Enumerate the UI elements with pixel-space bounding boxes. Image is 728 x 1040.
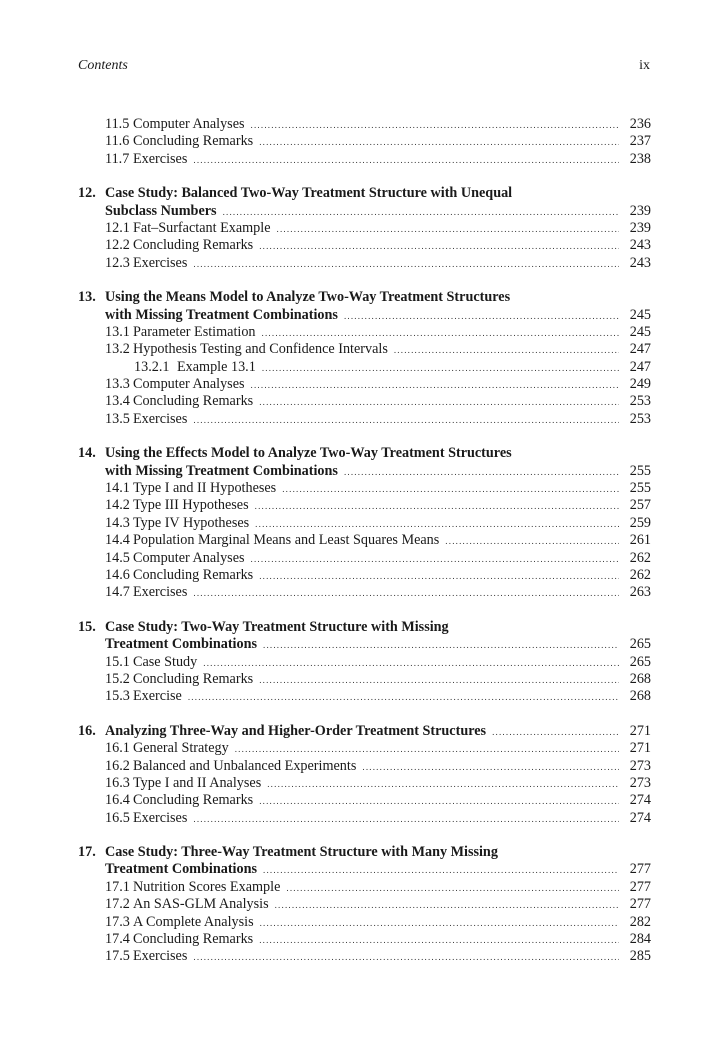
dot-leader [259, 793, 619, 810]
dot-leader [277, 221, 620, 238]
dot-leader [193, 152, 619, 169]
toc-page-number: 247 [629, 341, 651, 358]
toc-section-entry[interactable] [78, 341, 651, 358]
toc-chapter-heading-continued[interactable] [78, 861, 651, 878]
dot-leader [235, 741, 619, 758]
section-title [105, 567, 253, 584]
dot-leader [344, 464, 619, 481]
section-title [105, 376, 245, 393]
chapter-spacer [78, 428, 651, 445]
dot-leader [259, 394, 619, 411]
dot-leader [193, 256, 619, 273]
toc-page-number: 243 [629, 237, 651, 254]
section-title [105, 914, 254, 931]
dot-leader [223, 204, 619, 221]
section-title-text: Hypothesis Testing and Confidence Intervals [133, 341, 388, 358]
chapter-spacer [78, 168, 651, 185]
toc-page-number: 245 [629, 306, 651, 323]
section-title [105, 411, 187, 428]
toc-section-entry[interactable] [78, 775, 651, 792]
section-title-text: Fat–Surfactant Example [133, 219, 271, 236]
section-title-text: Exercises [133, 150, 188, 167]
section-title-text: Case Study [133, 653, 198, 670]
chapter-title [78, 619, 449, 635]
dot-leader [255, 516, 619, 533]
section-title-text: Concluding Remarks [133, 133, 254, 150]
toc-page-number: 253 [629, 410, 651, 427]
section-title-text: Type I and II Analyses [133, 774, 262, 791]
chapter-title-text: Case Study: Three-Way Treatment Structure with Many Missing [105, 844, 498, 861]
section-number: 12.3 [105, 254, 130, 271]
dot-leader [259, 672, 619, 689]
toc-section-entry[interactable] [78, 740, 651, 757]
toc-page-number: 243 [629, 254, 651, 271]
section-title [105, 324, 256, 341]
toc-chapter-heading[interactable] [78, 289, 651, 306]
section-title-text: Concluding Remarks [133, 393, 254, 410]
section-number: 17.4 [105, 931, 130, 948]
section-title-text: Exercises [133, 948, 188, 965]
dot-leader [259, 238, 619, 255]
toc-chapter-heading-continued[interactable] [78, 307, 651, 324]
chapter-title-text: Case Study: Two-Way Treatment Structure with Missing [105, 618, 449, 635]
section-number: 14.4 [105, 532, 130, 549]
toc-section-entry[interactable] [78, 497, 651, 514]
toc-page-number: 239 [629, 202, 651, 219]
toc-page-number: 263 [629, 584, 651, 601]
dot-leader [251, 117, 619, 134]
section-title [105, 532, 439, 549]
toc-page-number: 282 [629, 913, 651, 930]
toc-chapter-heading-continued[interactable] [78, 203, 651, 220]
dot-leader [251, 377, 619, 394]
toc-chapter-heading[interactable] [78, 185, 651, 202]
section-number: 11.7 [105, 150, 130, 167]
chapter-title-text: Using the Means Model to Analyze Two-Way Treatment Structures [105, 289, 511, 306]
toc-section-entry[interactable] [78, 220, 651, 237]
toc-section-entry[interactable] [78, 567, 651, 584]
dot-leader [259, 932, 619, 949]
toc-section-entry[interactable] [78, 411, 651, 428]
section-number: 14.1 [105, 480, 130, 497]
toc-page-number: 274 [629, 809, 651, 826]
toc-page-number: 277 [629, 861, 651, 878]
section-title [105, 515, 249, 532]
toc-page-number: 257 [629, 497, 651, 514]
section-title-text: Exercises [133, 809, 188, 826]
toc-chapter-heading-continued[interactable] [78, 463, 651, 480]
dot-leader [193, 585, 619, 602]
dot-leader [251, 551, 619, 568]
chapter-title [78, 445, 512, 461]
section-number: 16.1 [105, 740, 130, 757]
toc-section-entry[interactable] [78, 914, 651, 931]
toc-page-number: 277 [629, 896, 651, 913]
dot-leader [267, 776, 619, 793]
section-number: 12.2 [105, 237, 130, 254]
dot-leader [262, 325, 619, 342]
chapter-title-text: Treatment Combinations [105, 861, 257, 878]
chapter-title [78, 185, 512, 201]
section-title-text: An SAS-GLM Analysis [133, 896, 269, 913]
toc-section-entry[interactable] [78, 948, 651, 965]
section-title [105, 550, 245, 567]
chapter-title [78, 289, 510, 305]
toc-page-number: 237 [629, 133, 651, 150]
dot-leader [260, 915, 619, 932]
toc-page-number: 249 [629, 376, 651, 393]
toc-page-number: 238 [629, 150, 651, 167]
section-title-text: Parameter Estimation [133, 323, 256, 340]
chapter-spacer [78, 602, 651, 619]
toc-page-number: 262 [629, 549, 651, 566]
section-title-text: Exercise [133, 688, 182, 705]
section-title [105, 896, 269, 913]
section-number: 11.6 [105, 133, 130, 150]
section-number: 17.3 [105, 913, 130, 930]
toc-section-entry[interactable] [78, 255, 651, 272]
section-title-text: Nutrition Scores Example [133, 878, 281, 895]
dot-leader [394, 342, 619, 359]
section-title-text: Computer Analyses [133, 116, 245, 132]
section-title-text: Type III Hypotheses [133, 497, 249, 514]
section-title-text: Concluding Remarks [133, 237, 254, 254]
toc-page-number: 268 [629, 670, 651, 687]
toc-page-number: 245 [629, 323, 651, 340]
toc-section-entry[interactable] [78, 151, 651, 168]
section-number: 13.1 [105, 323, 130, 340]
section-title-text: A Complete Analysis [133, 913, 254, 930]
section-number: 15.1 [105, 653, 130, 670]
dot-leader [193, 949, 619, 966]
dot-leader [445, 533, 619, 550]
dot-leader [259, 568, 619, 585]
section-number: 11.5 [105, 116, 130, 132]
toc-page-number: 273 [629, 774, 651, 791]
chapter-title-text: Analyzing Three-Way and Higher-Order Treatment Structures [105, 722, 487, 739]
toc-section-entry[interactable] [78, 480, 651, 497]
section-title [105, 237, 253, 254]
toc-section-entry[interactable] [78, 133, 651, 150]
toc-page-number: 265 [629, 653, 651, 670]
toc-section-entry[interactable] [78, 688, 651, 705]
toc-section-entry[interactable] [78, 237, 651, 254]
dot-leader [263, 862, 619, 879]
toc-page-number: 274 [629, 792, 651, 809]
subsection-number: 13.2.1 [134, 358, 170, 375]
section-title [105, 948, 187, 965]
toc-section-entry[interactable] [78, 758, 651, 775]
section-title [105, 879, 280, 896]
section-number: 14.3 [105, 514, 130, 531]
dot-leader [193, 811, 619, 828]
page-number: ix [639, 58, 650, 73]
chapter-spacer [78, 272, 651, 289]
chapter-title [78, 844, 498, 860]
chapter-title-text: with Missing Treatment Combinations [105, 306, 338, 323]
toc-page-number: 271 [629, 740, 651, 757]
chapter-title-text: Using the Effects Model to Analyze Two-Way Treatment Structures [105, 445, 512, 462]
toc-chapter-heading[interactable] [78, 723, 651, 740]
dot-leader [362, 759, 619, 776]
toc-page-number: 265 [629, 636, 651, 653]
section-number: 17.2 [105, 896, 130, 913]
subsection-title [134, 359, 256, 376]
toc-section-entry[interactable] [78, 376, 651, 393]
section-number: 17.1 [105, 878, 130, 895]
section-number: 13.5 [105, 410, 130, 427]
dot-leader [275, 897, 619, 914]
section-number: 15.3 [105, 688, 130, 705]
toc-section-entry[interactable] [78, 116, 651, 133]
toc-chapter-heading[interactable] [78, 445, 651, 462]
toc-section-entry[interactable] [78, 584, 651, 601]
toc-section-entry[interactable] [78, 931, 651, 948]
toc-page-number: 268 [629, 688, 651, 705]
section-number: 16.5 [105, 809, 130, 826]
section-title-text: Concluding Remarks [133, 566, 254, 583]
toc-page-number: 255 [629, 462, 651, 479]
section-title [105, 497, 249, 514]
subsection-title-text: Example 13.1 [177, 358, 256, 375]
toc-page-number: 271 [629, 722, 651, 739]
toc-page-number: 261 [629, 532, 651, 549]
section-title-text: Concluding Remarks [133, 670, 254, 687]
chapter-title [78, 723, 486, 740]
section-title [105, 810, 187, 827]
section-title [105, 688, 182, 705]
section-title-text: General Strategy [133, 740, 229, 757]
section-title [105, 931, 253, 948]
section-number: 14.2 [105, 497, 130, 514]
section-title [105, 341, 388, 358]
section-number: 16.3 [105, 774, 130, 791]
chapter-spacer [78, 706, 651, 723]
section-title-text: Type IV Hypotheses [133, 514, 250, 531]
toc-section-entry[interactable] [78, 654, 651, 671]
dot-leader [259, 134, 619, 151]
toc-page-number: 236 [629, 116, 651, 132]
toc-section-entry[interactable] [78, 879, 651, 896]
chapter-title-text: Case Study: Balanced Two-Way Treatment Structure with Unequal [105, 185, 513, 202]
dot-leader [188, 689, 619, 706]
toc-chapter-heading[interactable] [78, 844, 651, 861]
toc-page-number: 277 [629, 878, 651, 895]
section-title [105, 255, 187, 272]
toc-page-number: 255 [629, 480, 651, 497]
dot-leader [193, 412, 619, 429]
section-number: 13.4 [105, 393, 130, 410]
toc-page-number: 262 [629, 566, 651, 583]
dot-leader [286, 880, 619, 897]
section-title-text: Exercises [133, 584, 188, 601]
section-title-text: Computer Analyses [133, 549, 245, 566]
toc-page-number: 239 [629, 219, 651, 236]
section-title-text: Type I and II Hypotheses [133, 480, 277, 497]
toc-section-entry[interactable] [78, 532, 651, 549]
section-title [105, 480, 276, 497]
section-title-text: Population Marginal Means and Least Squares Means [133, 532, 440, 549]
section-title [105, 133, 253, 150]
section-number: 16.2 [105, 757, 130, 774]
toc-page-number: 259 [629, 514, 651, 531]
running-head [78, 58, 650, 78]
toc-page-number: 253 [629, 393, 651, 410]
toc-chapter-heading[interactable] [78, 619, 651, 636]
chapter-number: 13. [78, 289, 96, 306]
chapter-title-text: Treatment Combinations [105, 636, 257, 653]
toc-section-entry[interactable] [78, 896, 651, 913]
section-title [105, 758, 356, 775]
dot-leader [255, 498, 619, 515]
chapter-number: 12. [78, 185, 96, 202]
section-number: 14.6 [105, 566, 130, 583]
section-number: 14.7 [105, 584, 130, 601]
section-title-text: Computer Analyses [133, 376, 245, 393]
section-title [105, 116, 245, 133]
section-title [105, 393, 253, 410]
dot-leader [282, 481, 619, 498]
toc-section-entry[interactable] [78, 324, 651, 341]
chapter-number: 17. [78, 844, 96, 861]
dot-leader [203, 655, 619, 672]
section-number: 12.1 [105, 219, 130, 236]
toc-section-entry[interactable] [78, 515, 651, 532]
section-title [105, 740, 229, 757]
section-number: 14.5 [105, 549, 130, 566]
toc-section-entry[interactable] [78, 550, 651, 567]
toc-section-entry[interactable] [78, 393, 651, 410]
section-title [105, 584, 187, 601]
chapter-title-text: Subclass Numbers [105, 202, 217, 219]
chapter-number: 16. [78, 722, 96, 739]
toc-page-number: 273 [629, 757, 651, 774]
running-head-title: Contents [78, 58, 128, 73]
section-title [105, 775, 261, 792]
toc-page-number: 285 [629, 948, 651, 965]
toc-subsection-entry[interactable] [78, 359, 651, 376]
section-number: 13.3 [105, 376, 130, 393]
chapter-number: 15. [78, 618, 96, 635]
toc-chapter-heading-continued[interactable] [78, 636, 651, 653]
dot-leader [262, 360, 619, 377]
section-title-text: Concluding Remarks [133, 931, 254, 948]
dot-leader [344, 308, 619, 325]
section-title [105, 671, 253, 688]
section-title [105, 654, 197, 671]
chapter-title-text: with Missing Treatment Combinations [105, 462, 338, 479]
section-number: 16.4 [105, 792, 130, 809]
section-title [105, 792, 253, 809]
chapter-spacer [78, 827, 651, 844]
dot-leader [492, 724, 619, 741]
toc-section-entry[interactable] [78, 671, 651, 688]
chapter-number: 14. [78, 445, 96, 462]
dot-leader [263, 637, 619, 654]
toc-section-entry[interactable] [78, 810, 651, 827]
toc-page-number: 247 [629, 358, 651, 375]
section-title-text: Balanced and Unbalanced Experiments [133, 757, 357, 774]
section-title [105, 220, 271, 237]
section-number: 17.5 [105, 948, 130, 965]
section-title [105, 151, 187, 168]
toc-page-number: 284 [629, 931, 651, 948]
section-title-text: Concluding Remarks [133, 792, 254, 809]
section-number: 13.2 [105, 341, 130, 358]
toc-section-entry[interactable] [78, 792, 651, 809]
section-title-text: Exercises [133, 254, 188, 271]
section-number: 15.2 [105, 670, 130, 687]
section-title-text: Exercises [133, 410, 188, 427]
table-of-contents [78, 116, 651, 966]
